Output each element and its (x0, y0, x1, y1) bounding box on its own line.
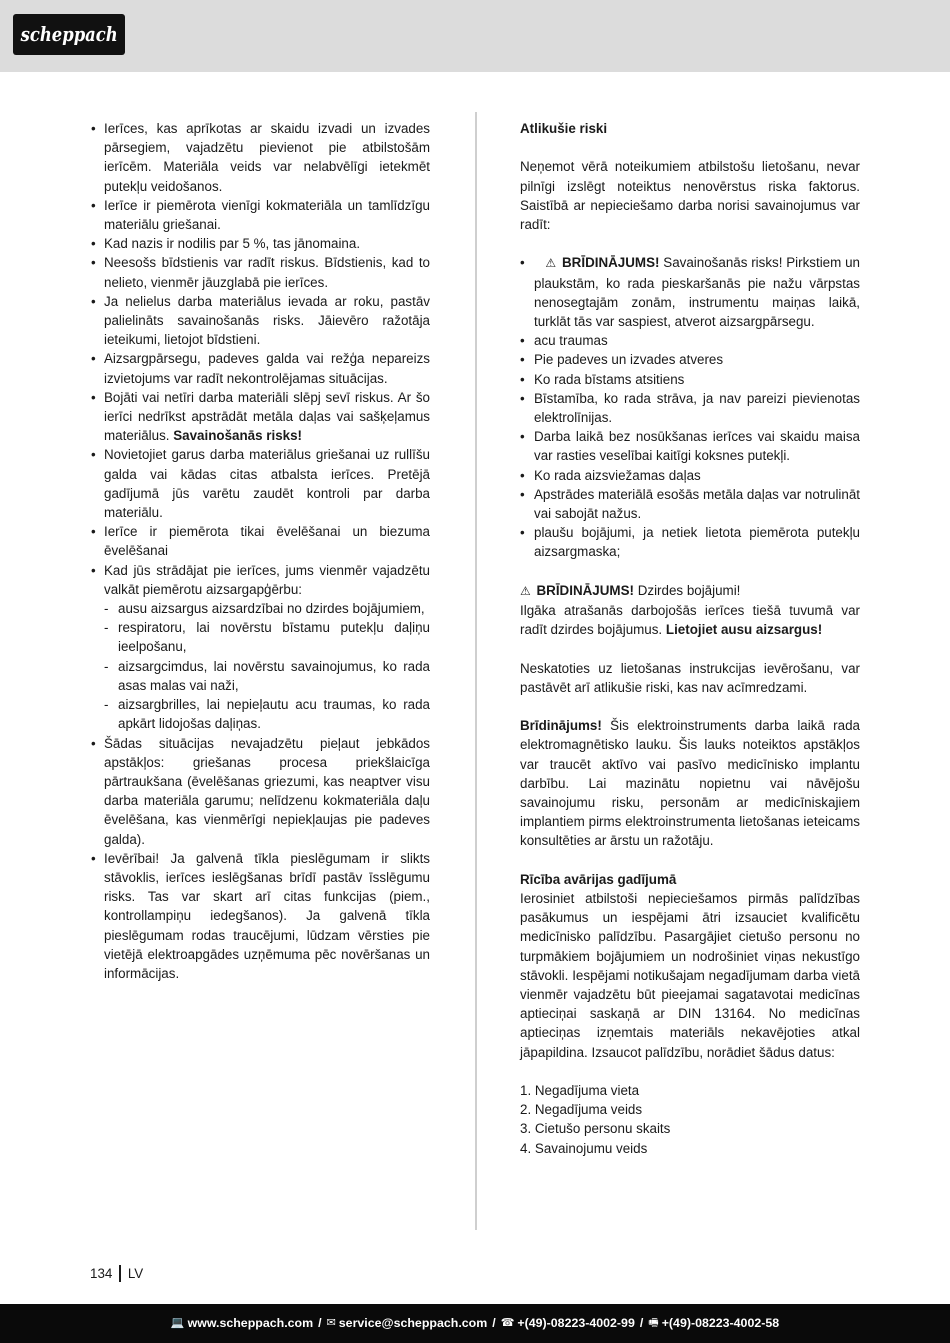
header-bar (0, 0, 950, 72)
hearing-warning-text: Ilgāka atrašanās darbojošās ierīces tiešā tuvumā var radīt dzirdes bojājumus. Lietojiet ausu aizsargus! (520, 603, 860, 638)
list-item (90, 561, 430, 734)
ppe-intro: Kad jūs strādājat pie ierīces, jums vienmēr vajadzētu valkāt piemērotu aizsargapģērbu: (104, 562, 430, 597)
right-column (520, 119, 860, 1158)
dash-item: - aizsargbrilles, lai nepieļautu acu traumas, ko rada apkārt lidojošas daļiņas. (104, 695, 430, 733)
risk-list (520, 253, 860, 561)
warning-triangle-icon: ⚠ (545, 256, 557, 271)
dash-item: - respiratoru, lai novērstu bīstamu putekļu daļiņu ieelpošanu, (104, 618, 430, 656)
page-language: LV (127, 1266, 144, 1281)
list-item: • plaušu bojājumi, ja netiek lietota piemērota putekļu aizsargmaska; (520, 523, 860, 561)
list-item: • Aizsargpārsegu, padeves galda vai režģa nepareizs izvietojums var radīt nekontrolējamas situācijas. (90, 349, 430, 387)
footer-sep: / (318, 1315, 322, 1330)
warning-triangle-icon: ⚠ (520, 583, 531, 598)
phone-icon: ☎ (500, 1316, 515, 1329)
residual-risks-note: Neskatoties uz lietošanas instrukcijas ievērošanu, var pastāvēt arī atlikušie riski, kas nav acīmredzami. (520, 660, 860, 695)
list-item: • Šādas situācijas nevajadzētu pieļaut jebkādos apstākļos: griešanas procesa priekšlaicīga pārtraukšana (ēvelēšanas griezumi, kas neaptver visu darba materiāla garumu; nelīdzenu kokmateriāla daļu ēvelēšana, kas vienmērīgi nepiekļaujas pie padeves galda). (90, 734, 430, 849)
fax-icon: 🖷 (648, 1316, 659, 1329)
warning-text: Savainošanās risks! Pirkstiem un plaukstām, ko rada pieskaršanās pie nažu vārpstas nenosegtajām zonām, instrumentu maiņas laikā, turklāt tās var saspiest, atverot aizsargpārsegu. (534, 255, 860, 329)
list-item: • Ierīce ir piemērota tikai ēvelēšanai un biezuma ēvelēšanai (90, 522, 430, 560)
brand-logo (13, 14, 125, 55)
hearing-warning: ⚠ BRĪDINĀJUMS! Dzirdes bojājumi! (520, 582, 741, 598)
list-item: • Bīstamība, ko rada strāva, ja nav pareizi pievienotas elektrolīnijas. (520, 389, 860, 427)
ppe-dash-list (104, 599, 430, 733)
warning-label: BRĪDINĀJUMS! (562, 255, 660, 271)
list-item: 3. Cietušo personu skaits (520, 1121, 671, 1137)
list-item: 4. Savainojumu veids (520, 1140, 648, 1156)
dash-item: - aizsargcimdus, lai novērstu savainojumus, ko rada asas malas vai naži, (104, 657, 430, 695)
list-item: • Novietojiet garus darba materiālus griešanai uz rullīšu galda vai kādas citas atbalsta ierīces. Pretējā gadījumā jūs varētu zaudēt kontroli par darba materiālu. (90, 445, 430, 522)
heading-residual-risks: Atlikušie riski (520, 121, 608, 136)
list-item: • Kad nazis ir nodilis par 5 %, tas jānomaina. (90, 234, 430, 253)
email-icon: ✉ (326, 1316, 336, 1329)
footer-web[interactable]: www.scheppach.com (187, 1315, 314, 1330)
list-item: • Darba laikā bez nosūkšanas ierīces vai skaidu maisa var rasties veselībai kaitīgi koksnes putekļi. (520, 427, 860, 465)
emergency-list (520, 1081, 860, 1158)
list-item (520, 253, 860, 331)
list-item: • Ko rada aizsviežamas daļas (520, 466, 860, 485)
list-item: 1. Negadījuma vieta (520, 1083, 640, 1099)
footer-phone: +(49)-08223-4002-99 (517, 1315, 635, 1330)
list-item: • acu traumas (520, 331, 860, 350)
list-item: • Ja nelielus darba materiālus ievada ar roku, pastāv palielināts savainošanās risks. Jāievēro ražotāja ieteikumi, lietojot bīdstieni. (90, 292, 430, 350)
computer-icon: 💻 (170, 1316, 185, 1329)
dash-item: - ausu aizsargus aizsardzībai no dzirdes bojājumiem, (104, 599, 430, 618)
footer-bar (0, 1304, 950, 1343)
metal-warning-bold: Savainošanās risks! (173, 428, 303, 444)
emf-warning: Brīdinājums! Šis elektroinstruments darba laikā rada elektromagnētisko lauku. Šis lauks noteiktos apstākļos var traucēt aktīvo vai pasīvo medicīnisko implantu darbību. Lai mazinātu nopietnu vai nāvējošu savainojumu risku, personām ar medicīniskajiem implantiem pirms elektroinstrumenta lietošanas ieteicams konsultēties ar ārstu un ražotāju. (520, 718, 860, 849)
left-column (90, 119, 430, 983)
list-item: • Ko rada bīstams atsitiens (520, 370, 860, 389)
heading-emergency: Rīcība avārijas gadījumā (520, 871, 677, 887)
footer-fax: +(49)-08223-4002-58 (661, 1315, 780, 1330)
column-divider (475, 112, 477, 1230)
list-item: • Pie padeves un izvades atveres (520, 350, 860, 369)
footer-email[interactable]: service@scheppach.com (338, 1315, 488, 1330)
page-number (90, 1264, 143, 1283)
list-item (90, 388, 430, 446)
list-item: • Ierīce ir piemērota vienīgi kokmateriāla un tamlīdzīgu materiālu griešanai. (90, 196, 430, 234)
page-separator (119, 1265, 121, 1282)
list-item: • Apstrādes materiālā esošās metāla daļas var notrulināt vai sabojāt nažus. (520, 485, 860, 523)
list-item: 2. Negadījuma veids (520, 1102, 643, 1118)
list-item: • Neesošs bīdstienis var radīt riskus. Bīdstienis, kad to nelieto, vienmēr jāuzglabā pie ierīces. (90, 253, 430, 291)
safety-bullet-list (90, 119, 430, 983)
page-number-value: 134 (90, 1266, 113, 1281)
metal-text: Bojāti vai netīri darba materiāli slēpj sevī riskus. Ar šo ierīci nedrīkst apstrādāt metāla daļas vai sašķeļamus materiālus. (104, 389, 430, 444)
logo-text: scheppach (20, 21, 118, 46)
footer-sep: / (492, 1315, 496, 1330)
footer-sep: / (639, 1315, 644, 1330)
list-item: • Ievērībai! Ja galvenā tīkla pieslēgumam ir slikts stāvoklis, ierīces ieslēgšanas brīdī pastāv īsslēgumu risks. Tas var skart arī citas funkcijas (piem., kontrollampiņu iedegšanos). Ja galvenā tīkla pieslēgumam rodas traucējumi, lūdzam vērsties pie vietējā elektroapgādes uzņēmuma pēc novēršanas un informācijas. (90, 849, 430, 983)
residual-intro: Neņemot vērā noteikumiem atbilstošu lietošanu, nevar pilnīgi izslēgt noteiktus nenovērstus riska faktorus. Saistībā ar nepieciešamo darba norisi savainojumus var radīt: (520, 159, 860, 232)
list-item: • Ierīces, kas aprīkotas ar skaidu izvadi un izvades pārsegiem, vajadzētu pievienot pie atbilstošām ierīcēm. Materiāla veids var nelabvēlīgi ietekmēt putekļu veidošanos. (90, 119, 430, 196)
emergency-text: Ierosiniet atbilstoši nepieciešamos pirmās palīdzības pasākumus un iespējami ātri izsauciet kvalificētu medicīnisko palīdzību. Pasargājiet cietušo personu no turpmākiem bojājumiem un nodrošiniet viņas nekustīgo stāvokli. Iespējami notikušajam negadījumam darba vietā vienmēr vajadzētu būt pieejamai sagatavotai medicīnas aptieciņai saskaņā ar DIN 13164. No medicīnas aptieciņas izņemtais materiāls nekavējoties atkal jāpapildina. Izsaucot palīdzību, norādiet šādus datus: (520, 891, 860, 1060)
